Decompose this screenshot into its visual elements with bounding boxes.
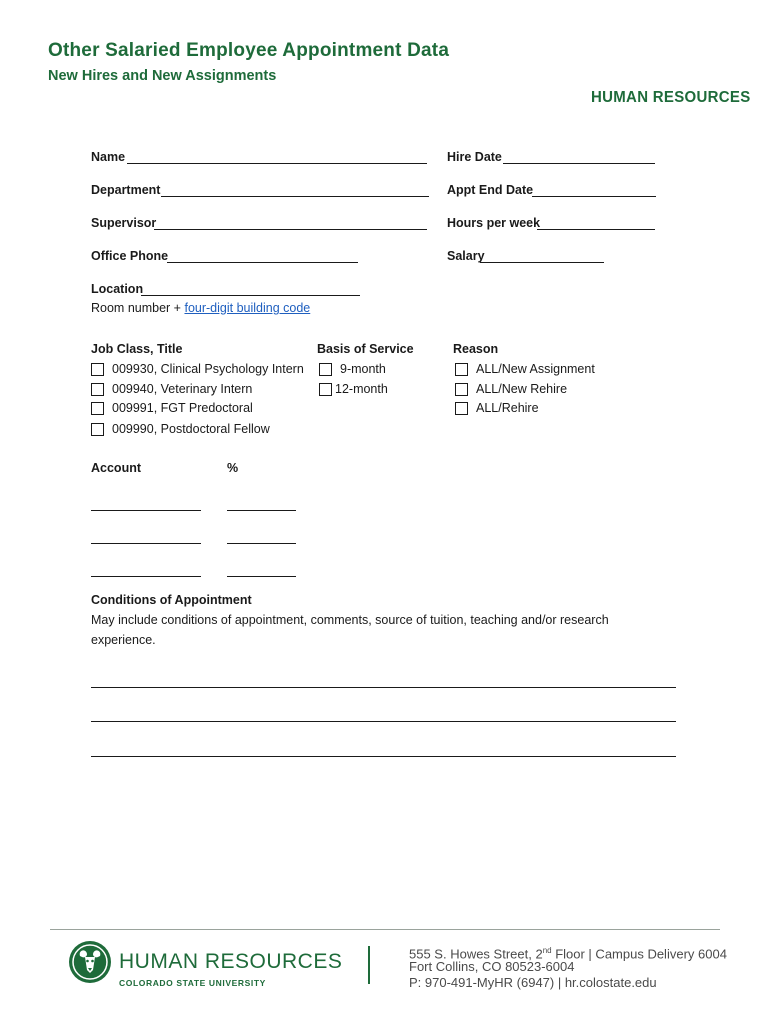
basis-checkbox[interactable] xyxy=(319,383,332,396)
department-label: Department xyxy=(91,183,161,197)
department-field[interactable] xyxy=(161,196,429,197)
account-field[interactable] xyxy=(91,510,201,511)
conditions-line[interactable] xyxy=(91,721,676,722)
account-heading: Account xyxy=(91,461,141,475)
name-label: Name xyxy=(91,150,126,164)
basis-option xyxy=(319,362,386,376)
percent-heading: % xyxy=(227,461,239,475)
footer-contact: P: 970-491-MyHR (6947) | hr.colostate.edu xyxy=(409,975,657,990)
basis-option-label: 12-month xyxy=(335,382,388,396)
account-field[interactable] xyxy=(91,576,201,577)
footer-logo-subtext: COLORADO STATE UNIVERSITY xyxy=(119,978,266,988)
percent-field[interactable] xyxy=(227,510,296,511)
hire-date-label: Hire Date xyxy=(447,150,502,164)
reason-option-label: ALL/Rehire xyxy=(476,401,539,415)
supervisor-field[interactable] xyxy=(154,229,427,230)
reason-option xyxy=(455,401,539,415)
job-class-checkbox[interactable] xyxy=(91,402,104,415)
reason-checkbox[interactable] xyxy=(455,363,468,376)
supervisor-label: Supervisor xyxy=(91,216,157,230)
basis-option xyxy=(319,382,388,396)
conditions-heading: Conditions of Appointment xyxy=(91,593,252,607)
csu-ram-logo-icon xyxy=(68,940,112,984)
conditions-line[interactable] xyxy=(91,687,676,688)
form-subtitle: New Hires and New Assignments xyxy=(48,68,277,84)
room-hint xyxy=(91,301,310,315)
salary-field[interactable] xyxy=(480,262,604,263)
conditions-description: May include conditions of appointment, comments, source of tuition, teaching and/or research xyxy=(91,613,609,627)
reason-heading: Reason xyxy=(453,342,499,356)
location-label: Location xyxy=(91,282,144,296)
hr-logo-text: HUMAN RESOURCES xyxy=(591,88,751,107)
reason-checkbox[interactable] xyxy=(455,402,468,415)
footer-address-street: 555 S. Howes Street, 2 xyxy=(409,946,543,962)
footer-address-sup: nd xyxy=(542,946,552,955)
conditions-line[interactable] xyxy=(91,756,676,757)
footer-city: Fort Collins, CO 80523-6004 xyxy=(409,959,575,974)
office-phone-label: Office Phone xyxy=(91,249,169,263)
job-class-option-label: 009930, Clinical Psychology Intern xyxy=(112,362,304,376)
basis-heading: Basis of Service xyxy=(317,342,414,356)
reason-option-label: ALL/New Assignment xyxy=(476,362,595,376)
job-class-option xyxy=(91,422,270,436)
job-class-option-label: 009940, Veterinary Intern xyxy=(112,382,253,396)
job-class-option xyxy=(91,362,304,376)
job-class-option-label: 009991, FGT Predoctoral xyxy=(112,401,253,415)
percent-field[interactable] xyxy=(227,576,296,577)
name-field[interactable] xyxy=(127,163,427,164)
percent-field[interactable] xyxy=(227,543,296,544)
building-code-link[interactable]: four-digit building code xyxy=(184,301,311,315)
job-class-option-label: 009990, Postdoctoral Fellow xyxy=(112,422,270,436)
job-class-checkbox[interactable] xyxy=(91,383,104,396)
basis-option-label: 9-month xyxy=(340,362,386,376)
footer-address-floor: Floor | Campus Delivery 6004 xyxy=(551,946,727,962)
form-title: Other Salaried Employee Appointment Data xyxy=(48,40,450,61)
reason-option-label: ALL/New Rehire xyxy=(476,382,568,396)
location-field[interactable] xyxy=(141,295,360,296)
footer-vertical-divider xyxy=(368,946,370,984)
hours-per-week-label: Hours per week xyxy=(447,216,541,230)
basis-checkbox[interactable] xyxy=(319,363,332,376)
reason-checkbox[interactable] xyxy=(455,383,468,396)
appt-end-date-field[interactable] xyxy=(532,196,656,197)
room-hint-text: Room number + xyxy=(91,301,181,315)
account-field[interactable] xyxy=(91,543,201,544)
job-class-option xyxy=(91,382,252,396)
office-phone-field[interactable] xyxy=(167,262,358,263)
salary-label: Salary xyxy=(447,249,485,263)
job-class-option xyxy=(91,401,253,415)
footer-divider xyxy=(50,929,720,930)
job-class-checkbox[interactable] xyxy=(91,363,104,376)
hire-date-field[interactable] xyxy=(503,163,655,164)
job-class-checkbox[interactable] xyxy=(91,423,104,436)
conditions-description-cont: experience. xyxy=(91,633,156,647)
reason-option xyxy=(455,382,567,396)
footer-logo-text: HUMAN RESOURCES xyxy=(119,950,343,973)
job-class-heading: Job Class, Title xyxy=(91,342,183,356)
hours-per-week-field[interactable] xyxy=(537,229,655,230)
appt-end-date-label: Appt End Date xyxy=(447,183,534,197)
reason-option xyxy=(455,362,595,376)
